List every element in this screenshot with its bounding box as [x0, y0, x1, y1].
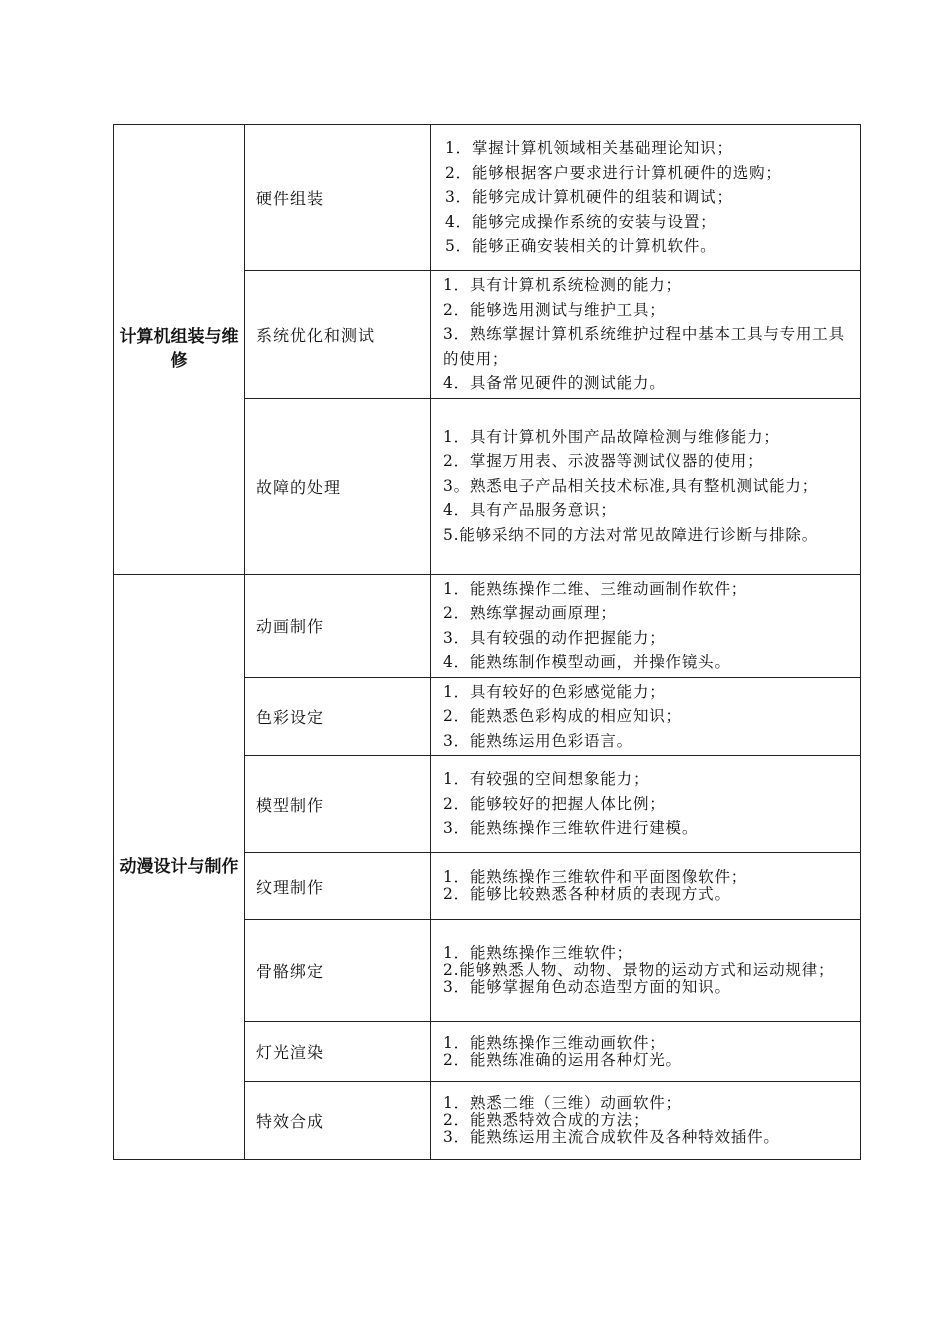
requirement-line: 2．能熟练准确的运用各种灯光。 — [443, 1050, 682, 1069]
item-label: 色彩设定 — [256, 707, 325, 727]
requirement-line: 2．能够较好的把握人体比例； — [443, 794, 666, 813]
requirements-cell — [431, 125, 861, 271]
item-label: 硬件组装 — [256, 189, 325, 208]
requirement-line: 4．能够完成操作系统的安装与设置； — [445, 212, 717, 231]
requirement-line: 4．具有产品服务意识； — [443, 501, 617, 520]
requirement-line: 4．具备常见硬件的测试能力。 — [443, 374, 666, 392]
requirement-line: 1．具有计算机系统检测的能力； — [443, 276, 682, 294]
requirement-line: 1．能熟练操作三维软件和平面图像软件； — [443, 868, 748, 886]
item-cell — [245, 1082, 431, 1160]
requirement-line: 3。熟悉电子产品相关技术标准,具有整机测试能力； — [443, 476, 818, 495]
requirements-cell — [431, 853, 861, 920]
requirement-line: 2．掌握万用表、示波器等测试仪器的使用； — [443, 452, 764, 471]
item-cell — [245, 574, 431, 677]
requirements-cell — [431, 574, 861, 677]
requirement-line: 2．能熟悉色彩构成的相应知识； — [443, 707, 682, 725]
item-label: 特效合成 — [256, 1112, 325, 1131]
requirement-line: 5．能够正确安装相关的计算机软件。 — [445, 237, 717, 256]
requirement-line: 1．具有计算机外围产品故障检测与维修能力； — [443, 427, 780, 446]
table-row — [114, 574, 861, 677]
requirement-line: 3．能够掌握角色动态造型方面的知识。 — [443, 978, 731, 996]
item-cell — [245, 677, 431, 756]
requirement-line: 2．能够根据客户要求进行计算机硬件的选购； — [445, 163, 782, 182]
requirement-line: 1．能熟练操作二维、三维动画制作软件； — [443, 579, 748, 598]
item-cell — [245, 271, 431, 399]
item-cell — [245, 756, 431, 853]
requirement-line: 2．能熟悉特效合成的方法； — [443, 1111, 650, 1129]
item-cell — [245, 1022, 431, 1082]
item-label: 模型制作 — [256, 795, 325, 815]
requirement-line: 2．能够比较熟悉各种材质的表现方式。 — [443, 885, 731, 903]
item-label: 动画制作 — [256, 617, 325, 636]
requirements-cell — [431, 677, 861, 756]
requirement-line: 3．熟练掌握计算机系统维护过程中基本工具与专用工具的使用； — [443, 325, 845, 368]
requirements-cell — [431, 398, 861, 574]
requirement-line: 1．熟悉二维（三维）动画软件； — [443, 1094, 682, 1112]
table-row — [114, 125, 861, 271]
requirement-line: 2．能够选用测试与维护工具； — [443, 300, 666, 319]
item-label: 骨骼绑定 — [256, 962, 325, 981]
requirement-line: 2.能够熟悉人物、动物、景物的运动方式和运动规律； — [443, 961, 835, 979]
category-cell — [114, 574, 245, 1160]
requirement-line: 1．有较强的空间想象能力； — [443, 770, 650, 789]
item-label: 系统优化和测试 — [256, 325, 376, 345]
category-cell — [114, 125, 245, 575]
item-label: 纹理制作 — [256, 877, 325, 897]
requirement-line: 1．能熟练操作三维软件； — [443, 944, 633, 962]
requirement-line: 3．能熟练操作三维软件进行建模。 — [443, 819, 699, 838]
requirements-cell — [431, 1082, 861, 1160]
item-label: 灯光渲染 — [256, 1043, 325, 1062]
category-label: 动漫设计与制作 — [119, 856, 239, 877]
requirement-line: 1．掌握计算机领域相关基础理论知识； — [445, 139, 733, 158]
requirements-cell — [431, 920, 861, 1022]
skills-table — [113, 124, 861, 1160]
requirement-line: 1．能熟练操作三维动画软件； — [443, 1033, 666, 1052]
requirement-line: 4．能熟练制作模型动画，并操作镜头。 — [443, 653, 731, 671]
item-cell — [245, 853, 431, 920]
requirement-line: 3．能够完成计算机硬件的组装和调试； — [445, 188, 733, 207]
item-cell — [245, 125, 431, 271]
requirements-cell — [431, 756, 861, 853]
requirements-cell — [431, 1022, 861, 1082]
item-cell — [245, 920, 431, 1022]
requirements-cell — [431, 271, 861, 399]
requirement-line: 5.能够采纳不同的方法对常见故障进行诊断与排除。 — [443, 525, 818, 544]
item-label: 故障的处理 — [256, 477, 342, 497]
requirement-line: 2．熟练掌握动画原理； — [443, 604, 617, 622]
requirement-line: 3．能熟练运用主流合成软件及各种特效插件。 — [443, 1128, 780, 1146]
category-label: 计算机组装与维修 — [119, 327, 239, 372]
item-cell — [245, 398, 431, 574]
requirement-line: 1．具有较好的色彩感觉能力； — [443, 682, 666, 701]
requirement-line: 3．能熟练运用色彩语言。 — [443, 731, 633, 750]
requirement-line: 3．具有较强的动作把握能力； — [443, 628, 666, 647]
